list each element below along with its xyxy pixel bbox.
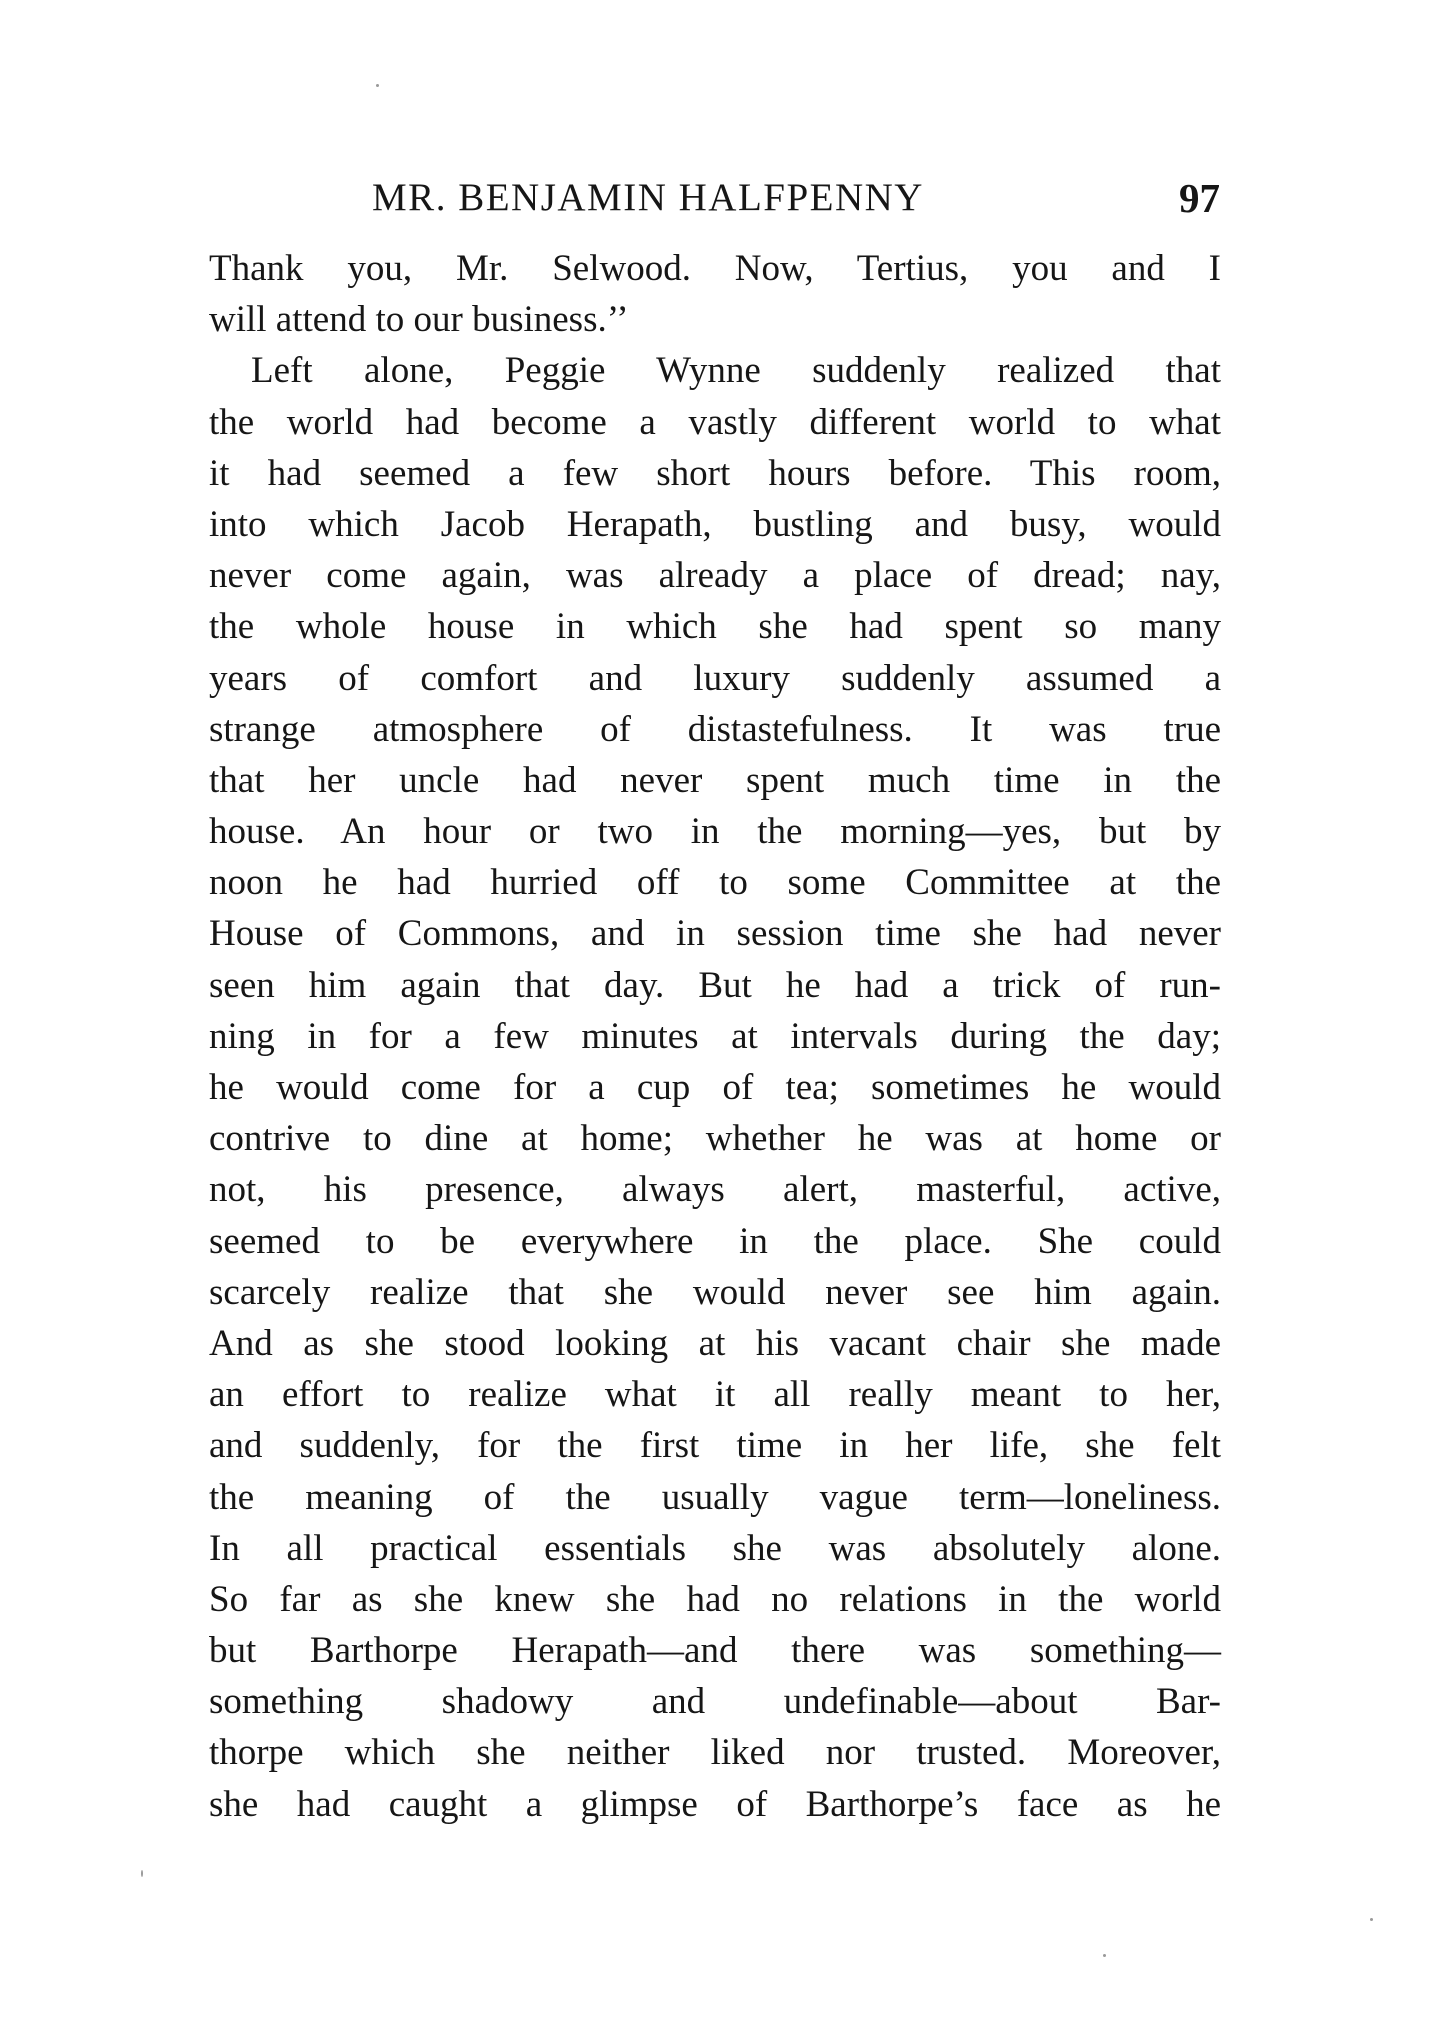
scan-speck: [141, 1870, 143, 1877]
text-line: seen him again that day. But he had a trick of run-: [209, 964, 1221, 1006]
scan-speck: [1370, 1918, 1373, 1921]
text-line: into which Jacob Herapath, bustling and busy, would: [209, 503, 1221, 545]
text-line: house. An hour or two in the morning—yes, but by: [209, 811, 1221, 853]
page-header: [372, 168, 1220, 228]
text-line: not, his presence, always alert, masterful, active,: [209, 1169, 1221, 1211]
text-line: In all practical essentials she was absolutely alone.: [209, 1527, 1221, 1569]
text-line: contrive to dine at home; whether he was at home or: [209, 1118, 1221, 1160]
text-line: House of Commons, and in session time she had never: [209, 913, 1221, 955]
text-line: it had seemed a few short hours before. This room,: [209, 452, 1221, 494]
text-line: the meaning of the usually vague term—loneliness.: [209, 1476, 1221, 1518]
text-line: but Barthorpe Herapath—and there was something—: [209, 1630, 1221, 1672]
text-line: ning in for a few minutes at intervals during the day;: [209, 1015, 1221, 1057]
text-line: noon he had hurried off to some Committee at the: [209, 862, 1221, 904]
text-line: an effort to realize what it all really meant to her,: [209, 1374, 1221, 1416]
text-line: something shadowy and undefinable—about Bar-: [209, 1681, 1221, 1723]
text-line: Left alone, Peggie Wynne suddenly realized that: [251, 350, 1221, 392]
scan-speck: [376, 84, 379, 87]
text-line: the whole house in which she had spent so many: [209, 606, 1221, 648]
text-line: years of comfort and luxury suddenly assumed a: [209, 657, 1221, 699]
page-number: 97: [1179, 175, 1220, 221]
text-line: and suddenly, for the first time in her life, she felt: [209, 1425, 1221, 1467]
text-line: she had caught a glimpse of Barthorpe’s face as he: [209, 1783, 1221, 1825]
text-line: that her uncle had never spent much time in the: [209, 759, 1221, 801]
text-line: he would come for a cup of tea; sometimes he would: [209, 1067, 1221, 1108]
text-line: never come again, was already a place of dread; nay,: [209, 555, 1221, 597]
text-line: will attend to our business.’’: [209, 299, 629, 341]
text-line: scarcely realize that she would never see him again.: [209, 1271, 1221, 1313]
text-line: strange atmosphere of distastefulness. It was true: [209, 708, 1221, 750]
text-line: the world had become a vastly different world to what: [209, 401, 1221, 443]
text-line: So far as she knew she had no relations in the world: [209, 1578, 1221, 1620]
text-line: Thank you, Mr. Selwood. Now, Tertius, you and I: [209, 248, 1221, 289]
scan-speck: [1103, 1954, 1106, 1957]
running-title: MR. BENJAMIN HALFPENNY: [372, 176, 924, 219]
text-line: seemed to be everywhere in the place. She could: [209, 1220, 1221, 1262]
text-line: And as she stood looking at his vacant chair she made: [209, 1322, 1221, 1364]
text-line: thorpe which she neither liked nor trusted. Moreover,: [209, 1732, 1221, 1774]
body-text: [209, 243, 1221, 1830]
